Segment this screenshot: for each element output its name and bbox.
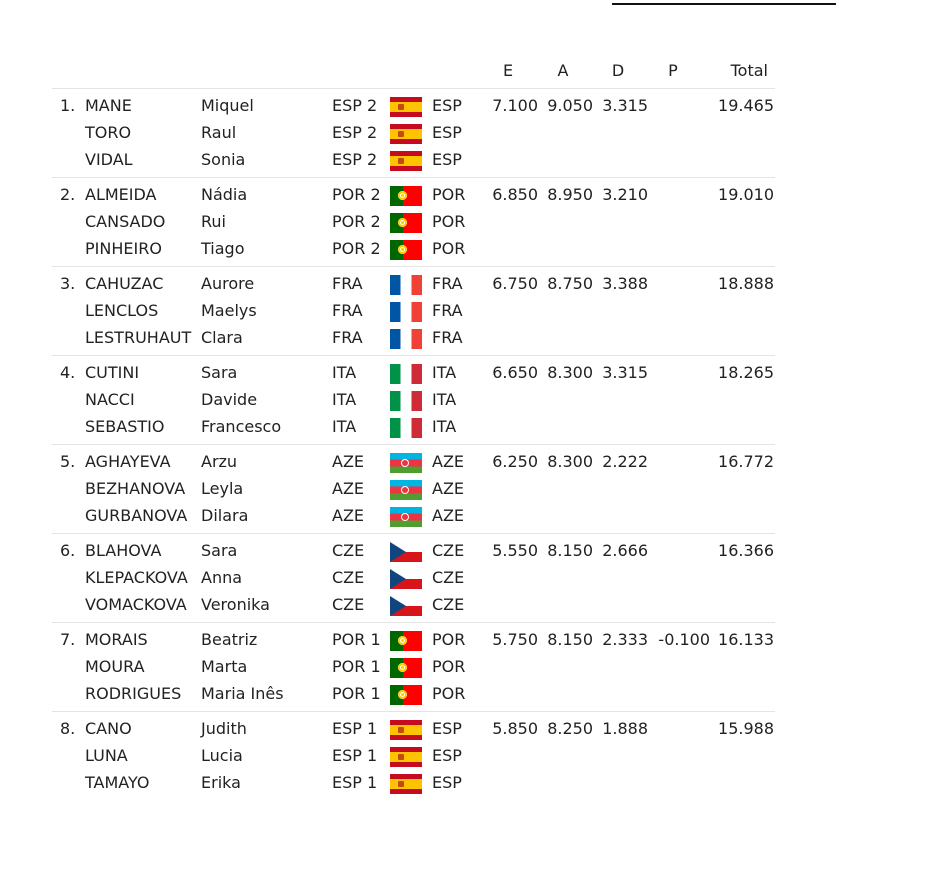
nation-code: FRA	[432, 301, 463, 320]
given-name: Leyla	[201, 479, 244, 498]
nation-code: POR	[432, 185, 466, 204]
surname: RODRIGUES	[85, 684, 182, 703]
nation-code: FRA	[432, 274, 463, 293]
result-group	[52, 178, 775, 267]
given-name: Dilara	[201, 506, 249, 525]
score-d: 3.315	[602, 363, 648, 382]
score-total: 19.465	[718, 96, 774, 115]
member-row	[52, 210, 775, 236]
team-code: POR 2	[332, 185, 381, 204]
nation-code: ESP	[432, 773, 462, 792]
result-group	[52, 712, 775, 800]
flag-fra-icon	[390, 275, 422, 295]
surname: VOMACKOVA	[85, 595, 187, 614]
surname: CAHUZAC	[85, 274, 164, 293]
team-code: POR 2	[332, 239, 381, 258]
rank: 3.	[60, 274, 76, 293]
surname: LUNA	[85, 746, 128, 765]
given-name: Sonia	[201, 150, 246, 169]
result-group	[52, 623, 775, 712]
member-row	[52, 539, 775, 565]
team-code: ITA	[332, 417, 357, 436]
score-a: 8.300	[547, 363, 593, 382]
given-name: Sara	[201, 363, 238, 382]
member-row	[52, 361, 775, 387]
team-code: CZE	[332, 541, 365, 560]
flag-esp-icon	[390, 97, 422, 117]
member-row	[52, 655, 775, 681]
nation-code: ESP	[432, 719, 462, 738]
rank: 8.	[60, 719, 76, 738]
nation-code: AZE	[432, 479, 465, 498]
score-total: 16.366	[718, 541, 774, 560]
flag-esp-icon	[390, 720, 422, 740]
score-d: 3.315	[602, 96, 648, 115]
given-name: Lucia	[201, 746, 243, 765]
given-name: Erika	[201, 773, 241, 792]
score-a: 8.250	[547, 719, 593, 738]
flag-por-icon	[390, 658, 422, 678]
score-e: 5.850	[492, 719, 538, 738]
given-name: Davide	[201, 390, 258, 409]
nation-code: POR	[432, 212, 466, 231]
surname: LESTRUHAUT	[85, 328, 192, 347]
results-table	[0, 89, 932, 800]
team-code: FRA	[332, 328, 363, 347]
team-code: CZE	[332, 595, 365, 614]
score-d: 3.388	[602, 274, 648, 293]
result-group	[52, 89, 775, 178]
team-code: AZE	[332, 452, 365, 471]
flag-esp-icon	[390, 774, 422, 794]
score-d: 2.222	[602, 452, 648, 471]
nation-code: AZE	[432, 506, 465, 525]
given-name: Veronika	[201, 595, 270, 614]
given-name: Clara	[201, 328, 243, 347]
header-p: P	[668, 61, 678, 80]
given-name: Anna	[201, 568, 243, 587]
score-d: 3.210	[602, 185, 648, 204]
surname: BLAHOVA	[85, 541, 162, 560]
member-row	[52, 717, 775, 743]
nation-code: ITA	[432, 417, 457, 436]
nation-code: AZE	[432, 452, 465, 471]
rank: 1.	[60, 96, 76, 115]
flag-ita-icon	[390, 391, 422, 411]
nation-code: FRA	[432, 328, 463, 347]
nation-code: ITA	[432, 390, 457, 409]
given-name: Miquel	[201, 96, 254, 115]
flag-ita-icon	[390, 364, 422, 384]
team-code: POR 1	[332, 630, 381, 649]
surname: CANSADO	[85, 212, 166, 231]
flag-cze-icon	[390, 569, 422, 589]
team-code: CZE	[332, 568, 365, 587]
score-total: 15.988	[718, 719, 774, 738]
nation-code: ESP	[432, 746, 462, 765]
result-group	[52, 445, 775, 534]
flag-por-icon	[390, 186, 422, 206]
team-code: POR 2	[332, 212, 381, 231]
flag-aze-icon	[390, 507, 422, 527]
score-total: 16.772	[718, 452, 774, 471]
member-row	[52, 682, 775, 708]
member-row	[52, 504, 775, 530]
team-code: AZE	[332, 479, 365, 498]
given-name: Raul	[201, 123, 237, 142]
team-code: ITA	[332, 390, 357, 409]
header-a: A	[557, 61, 569, 80]
member-row	[52, 477, 775, 503]
score-a: 8.300	[547, 452, 593, 471]
flag-esp-icon	[390, 151, 422, 171]
nation-code: POR	[432, 630, 466, 649]
given-name: Maria Inês	[201, 684, 284, 703]
score-a: 8.150	[547, 630, 593, 649]
nation-code: ESP	[432, 123, 462, 142]
member-row	[52, 415, 775, 441]
result-group	[52, 356, 775, 445]
score-total: 18.265	[718, 363, 774, 382]
nation-code: CZE	[432, 541, 465, 560]
surname: LENCLOS	[85, 301, 159, 320]
given-name: Arzu	[201, 452, 238, 471]
given-name: Marta	[201, 657, 248, 676]
flag-esp-icon	[390, 747, 422, 767]
score-e: 5.550	[492, 541, 538, 560]
given-name: Aurore	[201, 274, 255, 293]
rank: 7.	[60, 630, 76, 649]
flag-por-icon	[390, 213, 422, 233]
flag-cze-icon	[390, 542, 422, 562]
surname: AGHAYEVA	[85, 452, 171, 471]
team-code: ESP 2	[332, 123, 378, 142]
given-name: Beatriz	[201, 630, 258, 649]
flag-por-icon	[390, 685, 422, 705]
nation-code: ESP	[432, 150, 462, 169]
surname: KLEPACKOVA	[85, 568, 188, 587]
surname: PINHEIRO	[85, 239, 162, 258]
surname: MANE	[85, 96, 132, 115]
score-total: 16.133	[718, 630, 774, 649]
score-e: 6.750	[492, 274, 538, 293]
score-a: 8.750	[547, 274, 593, 293]
surname: TORO	[85, 123, 132, 142]
surname: MOURA	[85, 657, 145, 676]
score-e: 6.850	[492, 185, 538, 204]
member-row	[52, 593, 775, 619]
flag-por-icon	[390, 240, 422, 260]
surname: TAMAYO	[85, 773, 150, 792]
surname: VIDAL	[85, 150, 133, 169]
flag-fra-icon	[390, 302, 422, 322]
nation-code: CZE	[432, 595, 465, 614]
member-row	[52, 299, 775, 325]
header-d: D	[611, 61, 625, 80]
rank: 2.	[60, 185, 76, 204]
team-code: POR 1	[332, 684, 381, 703]
nation-code: POR	[432, 239, 466, 258]
flag-por-icon	[390, 631, 422, 651]
surname: MORAIS	[85, 630, 148, 649]
team-code: ESP 1	[332, 719, 378, 738]
score-total: 19.010	[718, 185, 774, 204]
member-row	[52, 237, 775, 263]
score-d: 1.888	[602, 719, 648, 738]
member-row	[52, 148, 775, 174]
member-row	[52, 183, 775, 209]
team-code: ESP 2	[332, 96, 378, 115]
given-name: Maelys	[201, 301, 257, 320]
member-row	[52, 450, 775, 476]
score-a: 8.950	[547, 185, 593, 204]
flag-aze-icon	[390, 453, 422, 473]
score-d: 2.333	[602, 630, 648, 649]
flag-cze-icon	[390, 596, 422, 616]
score-e: 7.100	[492, 96, 538, 115]
score-a: 8.150	[547, 541, 593, 560]
score-e: 6.250	[492, 452, 538, 471]
given-name: Francesco	[201, 417, 282, 436]
result-group	[52, 267, 775, 356]
flag-ita-icon	[390, 418, 422, 438]
nation-code: POR	[432, 684, 466, 703]
nation-code: ESP	[432, 96, 462, 115]
score-e: 5.750	[492, 630, 538, 649]
member-row	[52, 744, 775, 770]
nation-code: POR	[432, 657, 466, 676]
given-name: Judith	[201, 719, 247, 738]
given-name: Sara	[201, 541, 238, 560]
flag-esp-icon	[390, 124, 422, 144]
team-code: ESP 1	[332, 746, 378, 765]
header-e: E	[502, 61, 514, 80]
member-row	[52, 272, 775, 298]
team-code: ESP 1	[332, 773, 378, 792]
rank: 6.	[60, 541, 76, 560]
team-code: ESP 2	[332, 150, 378, 169]
header-total: Total	[730, 61, 768, 80]
member-row	[52, 121, 775, 147]
top-rule	[612, 3, 836, 5]
score-d: 2.666	[602, 541, 648, 560]
team-code: ITA	[332, 363, 357, 382]
given-name: Nádia	[201, 185, 248, 204]
surname: CANO	[85, 719, 132, 738]
flag-fra-icon	[390, 329, 422, 349]
flag-aze-icon	[390, 480, 422, 500]
nation-code: ITA	[432, 363, 457, 382]
result-group	[52, 534, 775, 623]
surname: CUTINI	[85, 363, 140, 382]
member-row	[52, 771, 775, 797]
surname: GURBANOVA	[85, 506, 188, 525]
given-name: Rui	[201, 212, 226, 231]
given-name: Tiago	[201, 239, 245, 258]
score-e: 6.650	[492, 363, 538, 382]
team-code: POR 1	[332, 657, 381, 676]
rank: 4.	[60, 363, 76, 382]
member-row	[52, 388, 775, 414]
score-a: 9.050	[547, 96, 593, 115]
team-code: FRA	[332, 274, 363, 293]
score-total: 18.888	[718, 274, 774, 293]
nation-code: CZE	[432, 568, 465, 587]
member-row	[52, 94, 775, 120]
member-row	[52, 326, 775, 352]
score-p: -0.100	[658, 630, 710, 649]
surname: NACCI	[85, 390, 135, 409]
surname: SEBASTIO	[85, 417, 165, 436]
surname: ALMEIDA	[85, 185, 157, 204]
surname: BEZHANOVA	[85, 479, 186, 498]
rank: 5.	[60, 452, 76, 471]
team-code: AZE	[332, 506, 365, 525]
team-code: FRA	[332, 301, 363, 320]
member-row	[52, 566, 775, 592]
